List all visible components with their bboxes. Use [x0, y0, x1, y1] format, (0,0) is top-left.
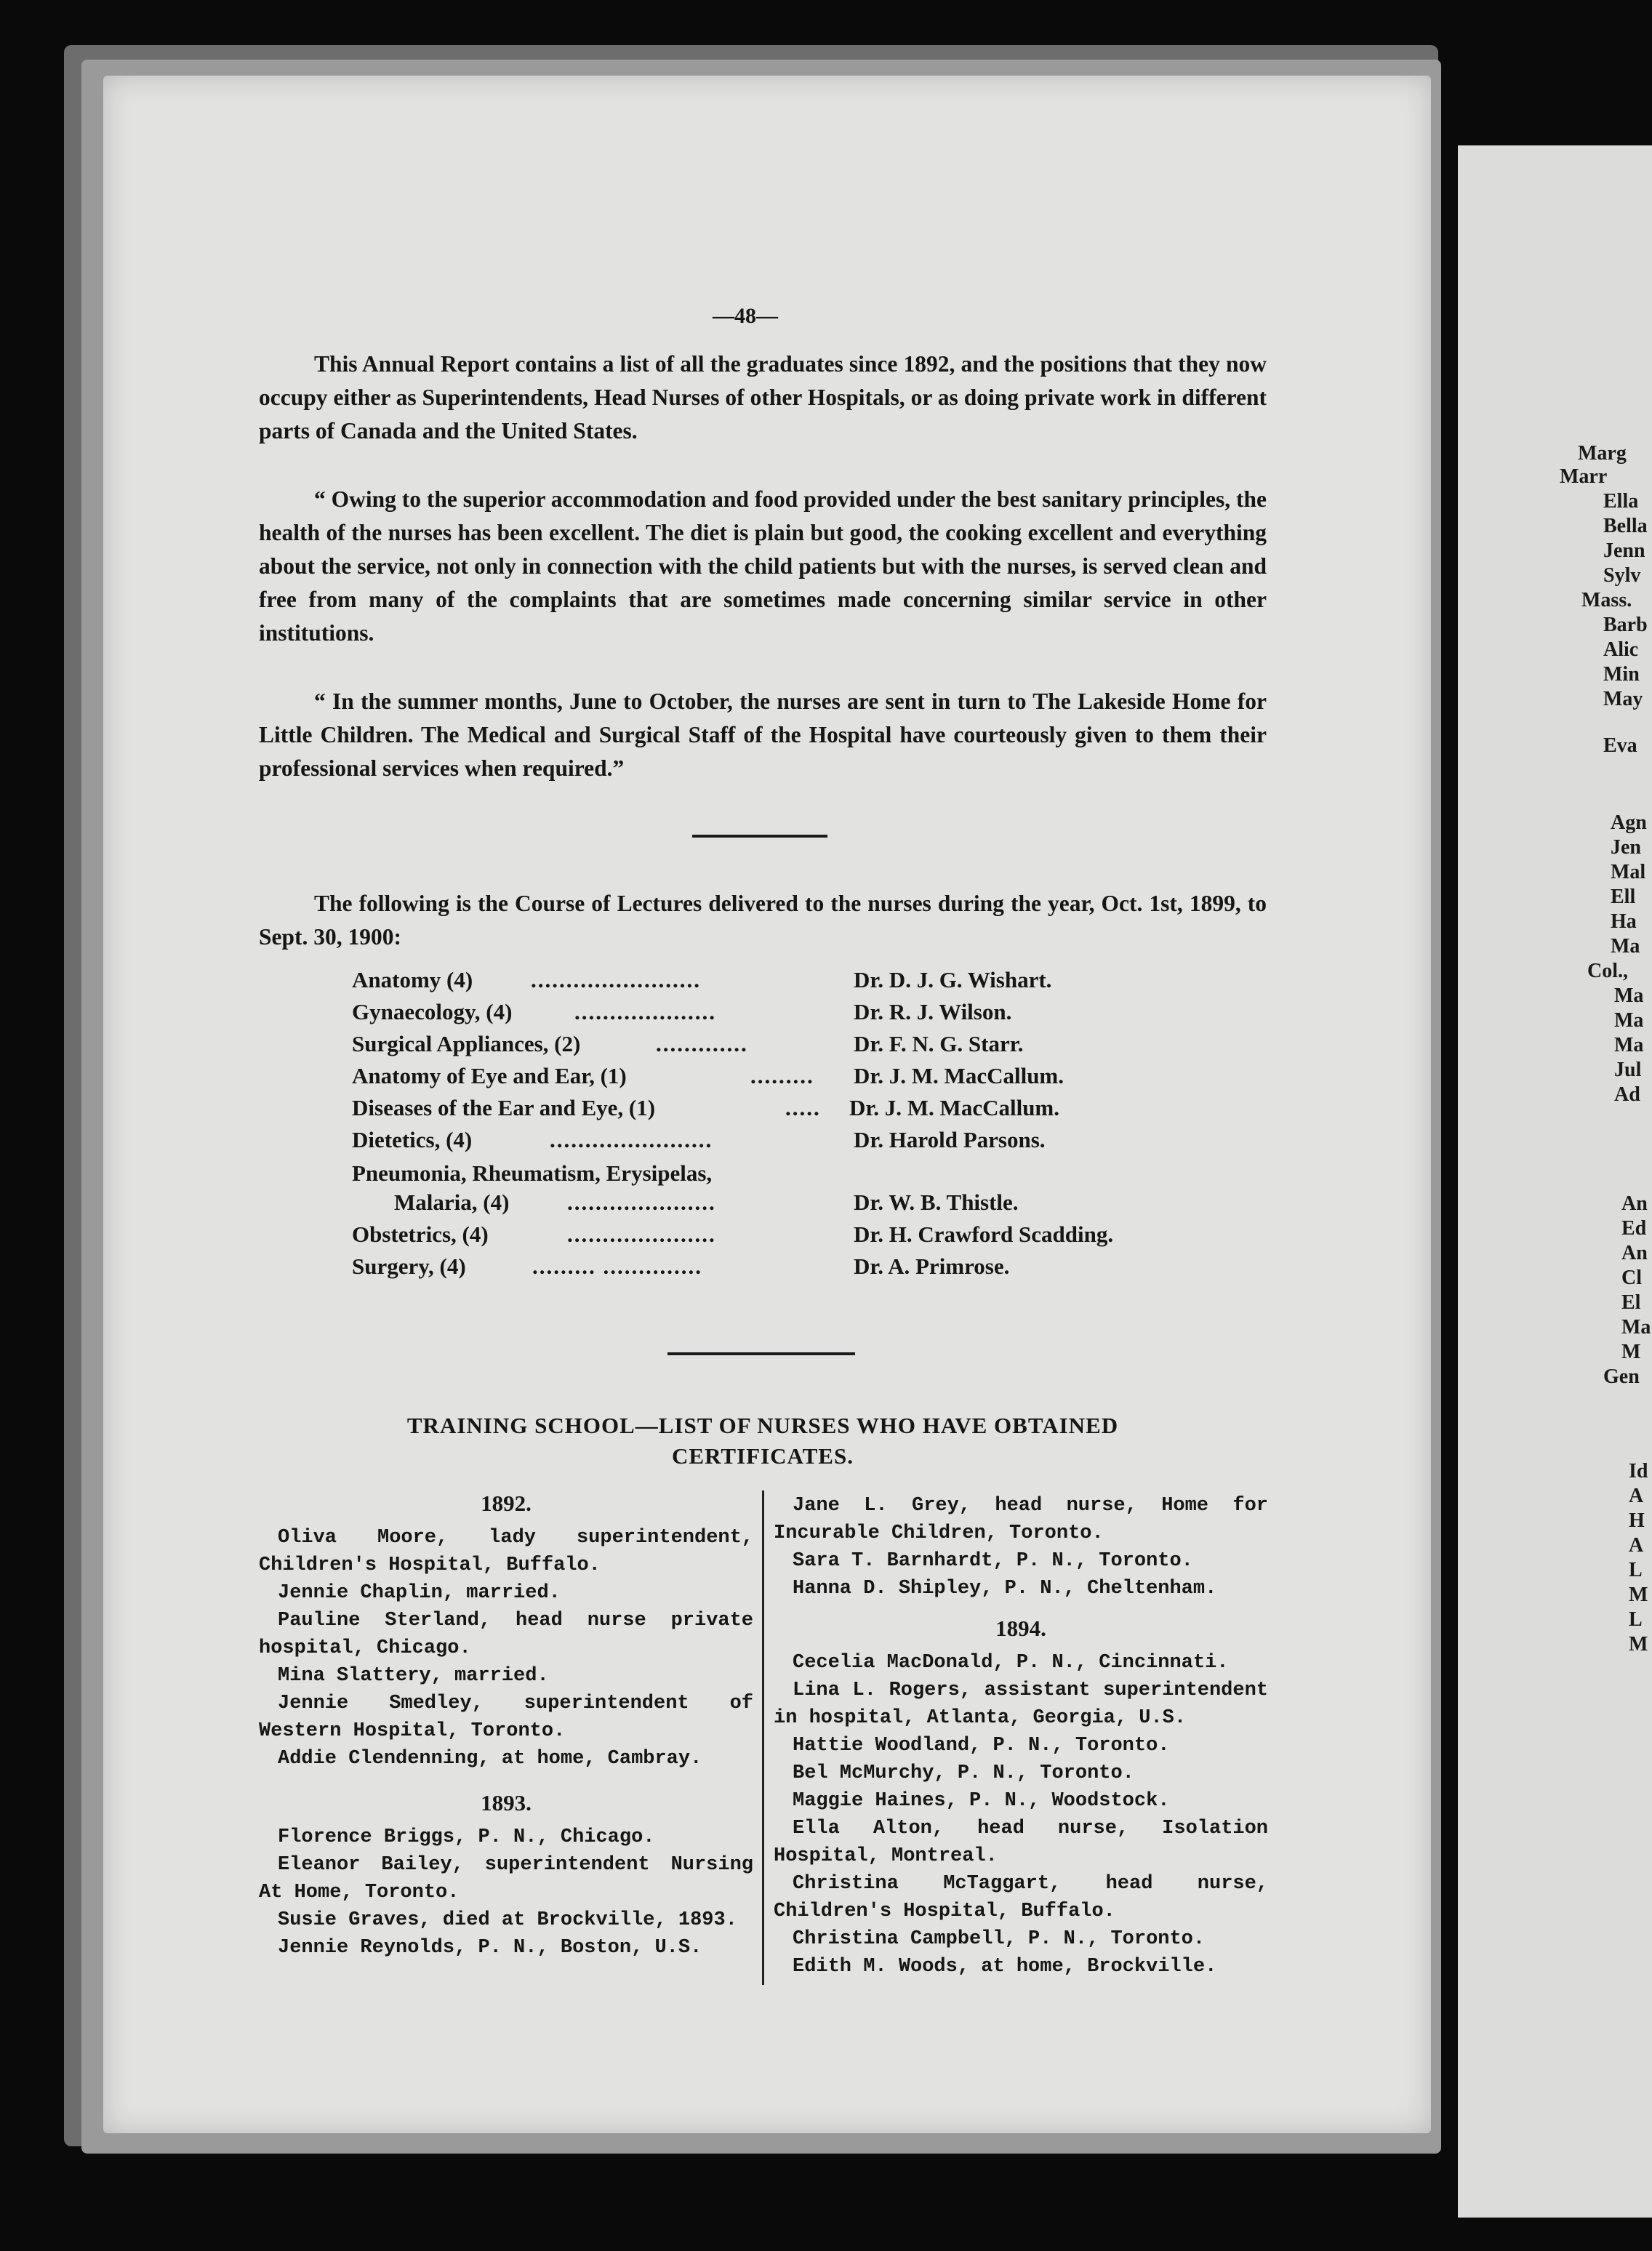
adjacent-fragment: Ma — [1614, 984, 1644, 1007]
adjacent-fragment: Ha — [1611, 910, 1637, 933]
nurse-entry: Susie Graves, died at Brockville, 1893. — [278, 1909, 737, 1931]
section-rule — [667, 1352, 855, 1355]
adjacent-fragment: H — [1629, 1509, 1645, 1532]
adjacent-fragment: Sylv — [1603, 564, 1641, 587]
lecture-subject: Anatomy (4) — [352, 967, 473, 992]
adjacent-fragment: Ma — [1614, 1009, 1644, 1032]
adjacent-fragment: Ma — [1621, 1316, 1651, 1339]
lecture-row — [352, 1127, 1268, 1159]
adjacent-fragment: Ell — [1611, 886, 1636, 908]
lecture-subject: Diseases of the Ear and Eye, (1) — [352, 1095, 656, 1120]
adjacent-fragment: Cl — [1621, 1267, 1642, 1289]
leader-dots: ......... — [750, 1063, 814, 1088]
nurse-entry: Christina Campbell, P. N., Toronto. — [793, 1928, 1206, 1950]
nurse-entry: Christina McTaggart, head nurse, Children's Hospital, Buffalo. — [774, 1873, 1268, 1922]
lecture-row — [352, 1253, 1268, 1285]
lecture-subject: Surgery, (4) — [352, 1253, 466, 1279]
leader-dots: ........................ — [531, 967, 701, 992]
adjacent-fragment: May — [1603, 688, 1643, 710]
leader-dots: ....................... — [550, 1127, 713, 1152]
lecture-subject: Gynaecology, (4) — [352, 999, 513, 1024]
adjacent-fragment: Ma — [1611, 935, 1640, 958]
lecture-subject-continued: Malaria, (4) — [394, 1189, 510, 1215]
lecture-subject: Dietetics, (4) — [352, 1127, 473, 1152]
lecture-row — [352, 967, 1268, 999]
paragraph-annual-report: This Annual Report contains a list of all the graduates since 1892, and the positions that they now occupy either as Superintendents, Head Nurses of other Hospitals, or as doing private work in different parts of Canada and the United States. — [259, 351, 1267, 444]
page-number: —48— — [713, 304, 778, 328]
lecture-subject: Surgical Appliances, (2) — [352, 1031, 581, 1056]
adjacent-fragment: Ad — [1614, 1083, 1640, 1106]
nurse-entry: Ella Alton, head nurse, Isolation Hospital, Montreal. — [774, 1818, 1268, 1867]
adjacent-fragment: Marr — [1560, 465, 1608, 488]
lecture-row — [352, 1189, 1268, 1221]
nurse-entry: Edith M. Woods, at home, Brockville. — [793, 1956, 1217, 1978]
leader-dots: ..................... — [567, 1221, 716, 1247]
lecture-subject: Pneumonia, Rheumatism, Erysipelas, — [352, 1160, 713, 1186]
paragraph-summer-months: “ In the summer months, June to October, the nurses are sent in turn to The Lakeside Home for Little Children. The Medical and Surgical Staff of the Hospital have courteously given to them their professional services when required.” — [259, 689, 1267, 781]
nurse-entry: Jennie Reynolds, P. N., Boston, U.S. — [278, 1937, 702, 1959]
heading-line: TRAINING SCHOOL—LIST OF NURSES WHO HAVE OBTAINED — [406, 1413, 1119, 1438]
lecturer-name: Dr. R. J. Wilson. — [854, 999, 1012, 1024]
adjacent-fragment: Gen — [1603, 1365, 1640, 1388]
adjacent-fragment: Ella — [1603, 490, 1639, 513]
lecturer-name: Dr. F. N. G. Starr. — [854, 1031, 1024, 1056]
lecture-subject: Anatomy of Eye and Ear, (1) — [352, 1063, 627, 1088]
adjacent-fragment: Ed — [1621, 1217, 1647, 1240]
adjacent-fragment: An — [1621, 1192, 1648, 1215]
nurse-entry: Hattie Woodland, P. N., Toronto. — [793, 1735, 1170, 1757]
nurse-entry: Florence Briggs, P. N., Chicago. — [278, 1826, 655, 1848]
nurse-entry: Jane L. Grey, head nurse, Home for Incurable Children, Toronto. — [774, 1495, 1268, 1544]
adjacent-fragment: Min — [1603, 663, 1640, 686]
adjacent-fragment: M — [1629, 1633, 1648, 1656]
heading-line: CERTIFICATES. — [672, 1443, 854, 1469]
leader-dots: ............. — [656, 1031, 748, 1056]
nurse-entry: Cecelia MacDonald, P. N., Cincinnati. — [793, 1652, 1229, 1674]
adjacent-fragment: Ma — [1614, 1034, 1644, 1056]
nurse-entry: Eleanor Bailey, superintendent Nursing At Home, Toronto. — [259, 1854, 753, 1903]
lecture-row — [352, 1095, 1268, 1127]
left-column — [259, 1483, 753, 1962]
adjacent-fragment: Eva — [1603, 734, 1637, 757]
nurse-entry: Oliva Moore, lady superintendent, Children's Hospital, Buffalo. — [259, 1527, 753, 1576]
adjacent-fragment: Jul — [1614, 1059, 1642, 1081]
lecturer-name: Dr. Harold Parsons. — [854, 1127, 1046, 1152]
section-rule — [692, 835, 827, 838]
lecture-subject: Obstetrics, (4) — [352, 1221, 489, 1247]
lecturer-name: Dr. J. M. MacCallum. — [854, 1063, 1064, 1088]
adjacent-fragment: Jenn — [1603, 539, 1645, 562]
adjacent-fragment: Marg — [1578, 442, 1627, 465]
nurse-entry: Pauline Sterland, head nurse private hospital, Chicago. — [259, 1610, 753, 1659]
adjacent-fragment: Mass. — [1581, 589, 1632, 611]
nurse-entry: Hanna D. Shipley, P. N., Cheltenham. — [793, 1578, 1217, 1600]
lecturer-name: Dr. J. M. MacCallum. — [849, 1095, 1060, 1120]
nurse-entry: Jennie Chaplin, married. — [278, 1582, 561, 1604]
nurse-entry: Sara T. Barnhardt, P. N., Toronto. — [793, 1550, 1193, 1572]
adjacent-fragment: Jen — [1611, 836, 1641, 859]
adjacent-fragment: A — [1629, 1534, 1644, 1557]
adjacent-fragment: An — [1621, 1242, 1648, 1264]
nurse-entry: Mina Slattery, married. — [278, 1665, 549, 1687]
adjacent-fragment: L — [1629, 1559, 1643, 1581]
lecturer-name: Dr. W. B. Thistle. — [854, 1189, 1019, 1215]
adjacent-fragment: El — [1621, 1291, 1641, 1314]
adjacent-fragment: Alic — [1603, 638, 1639, 661]
nurse-entry: Bel McMurchy, P. N., Toronto. — [793, 1762, 1134, 1784]
adjacent-fragment: A — [1629, 1485, 1644, 1507]
year-heading: 1892. — [481, 1490, 532, 1516]
lecture-row — [352, 1063, 1268, 1095]
adjacent-fragment: Mal — [1611, 861, 1646, 883]
adjacent-fragment: Id — [1629, 1460, 1648, 1482]
leader-dots: ......... .............. — [532, 1253, 702, 1279]
adjacent-fragment: Barb — [1603, 614, 1648, 636]
year-heading: 1893. — [481, 1790, 532, 1815]
paragraph-accommodation: “ Owing to the superior accommodation and food provided under the best sanitary principles, the health of the nurses has been excellent. The diet is plain but good, the cooking excellent and everything about the service, not only in connection with the child patients but with the nurses, is served clean and free from many of the complaints that are sometimes made concerning similar service in other institutions. — [259, 486, 1267, 646]
lecturer-name: Dr. A. Primrose. — [854, 1253, 1010, 1279]
adjacent-fragment: Agn — [1611, 811, 1647, 834]
column-divider — [762, 1490, 764, 1985]
lecture-row — [352, 999, 1268, 1031]
adjacent-fragment: Col., — [1587, 960, 1628, 982]
section-heading — [259, 1411, 1267, 1472]
lecturer-name: Dr. H. Crawford Scadding. — [854, 1221, 1114, 1247]
nurse-entry: Maggie Haines, P. N., Woodstock. — [793, 1790, 1170, 1812]
leader-dots: ..................... — [567, 1189, 716, 1215]
leader-dots: .................... — [574, 999, 716, 1024]
leader-dots: ..... — [785, 1095, 821, 1120]
nurse-entry: Lina L. Rogers, assistant superintendent in hospital, Atlanta, Georgia, U.S. — [774, 1680, 1268, 1729]
lecturer-name: Dr. D. J. G. Wishart. — [854, 967, 1052, 992]
adjacent-fragment: M — [1629, 1584, 1648, 1606]
lecture-row — [352, 1221, 1268, 1253]
nurse-entry: Addie Clendenning, at home, Cambray. — [278, 1748, 702, 1770]
adjacent-fragment: L — [1629, 1608, 1643, 1631]
lecture-row — [352, 1160, 1268, 1192]
year-heading: 1894. — [995, 1616, 1046, 1641]
adjacent-fragment: Bella — [1603, 515, 1648, 537]
nurse-entry: Jennie Smedley, superintendent of Western Hospital, Toronto. — [259, 1693, 753, 1742]
lecture-row — [352, 1031, 1268, 1063]
lectures-intro: The following is the Course of Lectures delivered to the nurses during the year, Oct. 1st, 1899, to Sept. 30, 1900: — [259, 891, 1267, 950]
right-column — [774, 1492, 1268, 1981]
adjacent-fragment: M — [1621, 1341, 1641, 1363]
